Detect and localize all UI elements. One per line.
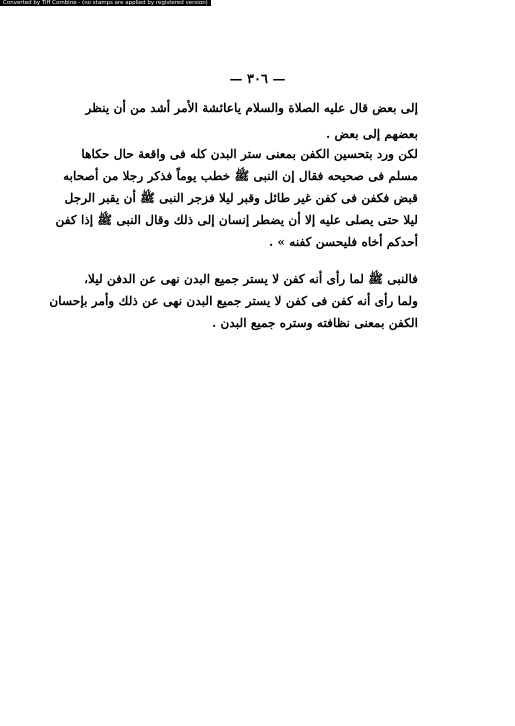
page-number: — ٣٠٦ — (229, 72, 286, 87)
text-line: مسلم فى صحيحه فقال إن النبى ﷺ خطب يوماً فذكر رجلا من أصحابه (63, 169, 418, 183)
text-line: الكفن بمعنى نظافته وستره جميع البدن . (211, 316, 418, 330)
text-line: لكن ورد بتحسين الكفن بمعنى ستر البدن كله فى واقعة حال حكاها (81, 147, 418, 161)
text-line: ليلا حتى يصلى عليه إلا أن يضطر إنسان إلى ذلك وقال النبى ﷺ إذا كفن (55, 213, 418, 227)
paragraph-3 (49, 268, 418, 334)
text-line: إلى بعض قال عليه الصلاة والسلام ياعائشة الأمر أشد من أن ينظر (85, 101, 418, 115)
text-line: قبض فكفن فى كفن غير طائل وقبر ليلا فزجر النبى ﷺ أن يقبر الرجل (64, 191, 418, 205)
text-line: أحدكم أخاه فليحسن كفنه » . (268, 235, 418, 249)
text-line: فالنبى ﷺ لما رأى أنه كفن لا يستر جميع البدن نهى عن الدفن ليلا، (84, 272, 418, 286)
paragraph-2 (55, 143, 418, 253)
text-line: ولما رأى أنه كفن فى كفن لا يستر جميع البدن نهى عن ذلك وأمر بإحسان (49, 294, 418, 308)
paragraph-1 (85, 95, 418, 147)
text-line: بعضهم إلى بعض . (325, 127, 418, 141)
conversion-banner: Converted by Tiff Combine - (no stamps are applied by registered version) (0, 0, 211, 6)
